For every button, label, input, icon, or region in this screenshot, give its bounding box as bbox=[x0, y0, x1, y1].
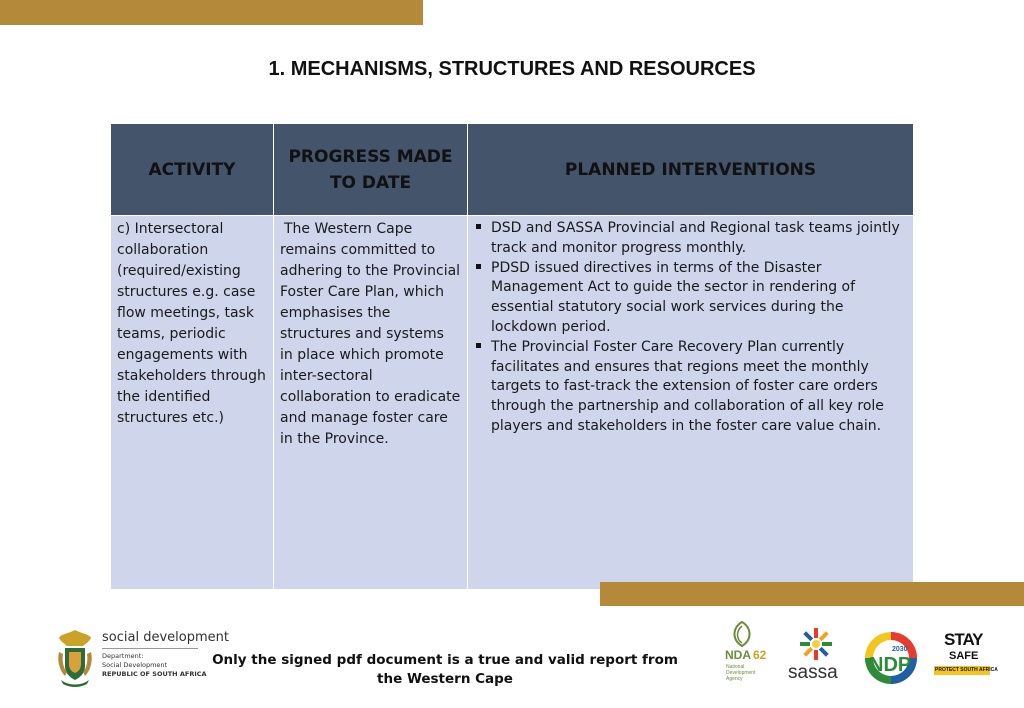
dsd-line3: REPUBLIC OF SOUTH AFRICA bbox=[102, 670, 207, 678]
nda-sub2: Development bbox=[726, 670, 756, 676]
sassa-sunburst-icon bbox=[786, 624, 846, 664]
ndp-logo bbox=[864, 628, 918, 688]
safe-text: SAFE bbox=[949, 650, 979, 662]
dsd-line1: Department: bbox=[102, 652, 144, 660]
cell-activity: c) Intersectoral collaboration (required/existing structures e.g. case flow meetings, task teams, periodic engagements with stakeholders through the identified structures etc.) bbox=[111, 216, 274, 590]
list-item: The Provincial Foster Care Recovery Plan currently facilitates and ensures that regions meet the monthly targets to fast-track the extension of foster care orders through the partnership and collaboration of all key role players and stakeholders in the foster care value chain. bbox=[474, 338, 907, 437]
stay-safe-subtitle: PROTECT SOUTH AFRICA bbox=[935, 667, 998, 673]
report-table-container bbox=[110, 123, 913, 590]
bottom-accent-bar bbox=[600, 582, 1024, 606]
dsd-divider bbox=[102, 648, 198, 649]
header-activity: ACTIVITY bbox=[111, 124, 274, 216]
cell-progress bbox=[274, 216, 468, 590]
report-table bbox=[110, 123, 914, 590]
ndp-year: 2030 bbox=[892, 646, 908, 653]
stay-text: STAY bbox=[944, 630, 983, 649]
list-item: DSD and SASSA Provincial and Regional task teams jointly track and monitor progress monthly. bbox=[474, 219, 907, 259]
header-interventions: PLANNED INTERVENTIONS bbox=[468, 124, 914, 216]
coat-of-arms-icon bbox=[55, 628, 95, 688]
dsd-subtitle bbox=[102, 652, 207, 679]
dsd-name: social development bbox=[102, 630, 229, 645]
top-accent-bar bbox=[0, 0, 423, 25]
sassa-logo bbox=[786, 624, 846, 688]
nda-sub bbox=[726, 664, 755, 682]
stay-safe-logo bbox=[932, 628, 998, 688]
nda-logo bbox=[722, 618, 767, 692]
header-progress: PROGRESS MADE TO DATE bbox=[274, 124, 468, 216]
nda-sub1: National bbox=[726, 664, 745, 670]
interventions-list bbox=[474, 219, 907, 437]
nda-number: 62 bbox=[753, 648, 767, 662]
ndp-text: NDP bbox=[869, 654, 912, 676]
dsd-line2: Social Development bbox=[102, 661, 168, 669]
cell-progress-text: The Western Cape remains committed to adhering to the Provincial Foster Care Plan, which emphasises the structures and systems in place which promote inter-sectoral collaboration to eradicate and manage foster care in the Province. bbox=[280, 221, 461, 447]
sassa-text: sassa bbox=[788, 662, 838, 683]
nda-text bbox=[725, 648, 766, 662]
nda-sub3: Agency bbox=[726, 676, 743, 682]
page-title: 1. MECHANISMS, STRUCTURES AND RESOURCES bbox=[268, 58, 756, 80]
cell-interventions bbox=[468, 216, 914, 590]
dsd-logo bbox=[55, 628, 229, 690]
table-header-row bbox=[111, 124, 914, 216]
table-row bbox=[111, 216, 914, 590]
footer-note: Only the signed pdf document is a true and valid report from the Western Cape bbox=[212, 652, 678, 687]
list-item: PDSD issued directives in terms of the Disaster Management Act to guide the sector in rendering of essential statutory social work services during the lockdown period. bbox=[474, 259, 907, 338]
nda-text-label: NDA bbox=[725, 648, 751, 662]
